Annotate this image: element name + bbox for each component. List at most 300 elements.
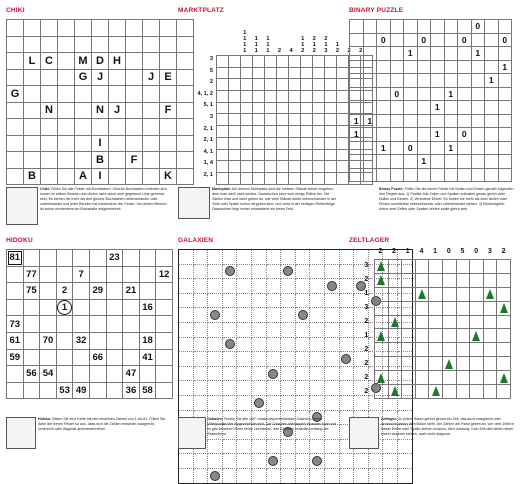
chiki-cell[interactable]	[7, 102, 24, 119]
galaxien-cell[interactable]	[295, 352, 310, 367]
zeltlager-cell[interactable]	[375, 371, 389, 385]
chiki-cell[interactable]	[126, 135, 143, 152]
galaxien-cell[interactable]	[237, 352, 252, 367]
binary-cell[interactable]: 0	[417, 33, 431, 47]
galaxien-cell[interactable]	[310, 337, 325, 352]
chiki-cell[interactable]	[58, 86, 75, 103]
chiki-cell[interactable]	[7, 152, 24, 169]
binary-cell[interactable]	[458, 141, 472, 155]
binary-cell[interactable]	[350, 101, 364, 115]
chiki-cell[interactable]	[143, 53, 160, 70]
binary-cell[interactable]	[444, 20, 458, 34]
chiki-cell[interactable]	[160, 119, 177, 136]
binary-cell[interactable]	[431, 20, 445, 34]
binary-cell[interactable]	[471, 155, 485, 169]
galaxien-cell[interactable]	[324, 454, 339, 469]
galaxien-cell[interactable]	[222, 322, 237, 337]
binary-cell[interactable]	[471, 87, 485, 101]
galaxien-cell[interactable]	[266, 352, 281, 367]
galaxien-cell[interactable]	[339, 337, 354, 352]
zeltlager-cell[interactable]	[456, 371, 470, 385]
chiki-cell[interactable]	[24, 69, 41, 86]
zeltlager-cell[interactable]	[483, 329, 497, 343]
binary-cell[interactable]	[458, 168, 472, 182]
hidoku-cell[interactable]	[40, 382, 57, 399]
galaxien-cell[interactable]	[310, 468, 325, 483]
zeltlager-cell[interactable]	[442, 260, 456, 274]
galaxien-cell[interactable]	[237, 366, 252, 381]
galaxien-cell[interactable]	[324, 322, 339, 337]
binary-cell[interactable]	[498, 47, 512, 61]
binary-cell[interactable]	[377, 168, 391, 182]
marktplatz-cell[interactable]	[289, 91, 301, 103]
hidoku-cell[interactable]: 54	[40, 366, 57, 383]
zeltlager-cell[interactable]	[456, 273, 470, 287]
chiki-cell[interactable]	[160, 36, 177, 53]
galaxien-cell[interactable]	[251, 381, 266, 396]
marktplatz-cell[interactable]	[313, 102, 325, 114]
chiki-cell[interactable]: G	[75, 69, 92, 86]
galaxien-cell[interactable]	[179, 366, 194, 381]
marktplatz-cell[interactable]	[301, 149, 313, 161]
binary-cell[interactable]	[458, 74, 472, 88]
zeltlager-cell[interactable]	[429, 260, 443, 274]
binary-cell[interactable]	[458, 20, 472, 34]
marktplatz-cell[interactable]	[301, 79, 313, 91]
galaxien-cell[interactable]	[339, 468, 354, 483]
marktplatz-cell[interactable]	[241, 79, 253, 91]
chiki-cell[interactable]	[75, 135, 92, 152]
zeltlager-cell[interactable]	[470, 357, 484, 371]
marktplatz-cell[interactable]	[289, 126, 301, 138]
chiki-cell[interactable]: G	[7, 86, 24, 103]
zeltlager-cell[interactable]	[429, 343, 443, 357]
galaxien-cell[interactable]	[222, 468, 237, 483]
marktplatz-cell[interactable]	[241, 56, 253, 68]
binary-cell[interactable]	[444, 128, 458, 142]
marktplatz-cell[interactable]	[253, 56, 265, 68]
hidoku-cell[interactable]: 56	[23, 366, 40, 383]
galaxien-cell[interactable]	[354, 454, 369, 469]
hidoku-cell[interactable]	[56, 332, 73, 349]
hidoku-cell[interactable]	[7, 283, 24, 300]
galaxien-cell[interactable]	[368, 454, 383, 469]
chiki-cell[interactable]	[58, 53, 75, 70]
zeltlager-cell[interactable]	[415, 315, 429, 329]
chiki-cell[interactable]	[160, 86, 177, 103]
binary-cell[interactable]	[431, 114, 445, 128]
marktplatz-cell[interactable]	[253, 67, 265, 79]
chiki-cell[interactable]	[41, 69, 58, 86]
binary-cell[interactable]	[363, 101, 377, 115]
marktplatz-cell[interactable]	[217, 149, 229, 161]
galaxien-cell[interactable]	[237, 279, 252, 294]
chiki-cell[interactable]	[143, 102, 160, 119]
binary-cell[interactable]	[471, 128, 485, 142]
galaxien-cell[interactable]	[179, 395, 194, 410]
galaxien-cell[interactable]	[251, 250, 266, 265]
binary-cell[interactable]	[431, 47, 445, 61]
marktplatz-cell[interactable]	[337, 149, 349, 161]
binary-cell[interactable]	[485, 155, 499, 169]
chiki-cell[interactable]	[7, 168, 24, 185]
binary-cell[interactable]	[471, 168, 485, 182]
galaxien-cell[interactable]	[295, 279, 310, 294]
zeltlager-cell[interactable]	[415, 329, 429, 343]
galaxien-cell[interactable]	[237, 264, 252, 279]
binary-cell[interactable]: 1	[444, 141, 458, 155]
binary-cell[interactable]	[417, 87, 431, 101]
binary-cell[interactable]	[377, 87, 391, 101]
galaxien-cell[interactable]	[193, 337, 208, 352]
hidoku-cell[interactable]: 81	[7, 250, 24, 267]
marktplatz-cell[interactable]	[265, 79, 277, 91]
hidoku-cell[interactable]	[89, 382, 106, 399]
marktplatz-cell[interactable]	[277, 149, 289, 161]
marktplatz-cell[interactable]	[229, 126, 241, 138]
marktplatz-cell[interactable]	[217, 91, 229, 103]
chiki-cell[interactable]: H	[109, 53, 126, 70]
marktplatz-cell[interactable]	[289, 67, 301, 79]
binary-cell[interactable]	[363, 74, 377, 88]
marktplatz-cell[interactable]	[265, 114, 277, 126]
galaxien-cell[interactable]	[251, 264, 266, 279]
hidoku-cell[interactable]: 59	[7, 349, 24, 366]
zeltlager-cell[interactable]	[388, 287, 402, 301]
galaxien-cell[interactable]	[179, 279, 194, 294]
marktplatz-cell[interactable]	[253, 149, 265, 161]
hidoku-cell[interactable]: 47	[123, 366, 140, 383]
marktplatz-cell[interactable]	[241, 172, 253, 184]
zeltlager-cell[interactable]	[470, 273, 484, 287]
zeltlager-cell[interactable]	[375, 301, 389, 315]
zeltlager-cell[interactable]	[415, 371, 429, 385]
galaxien-cell[interactable]	[193, 293, 208, 308]
galaxien-cell[interactable]	[324, 337, 339, 352]
hidoku-cell[interactable]	[73, 349, 90, 366]
marktplatz-cell[interactable]	[313, 114, 325, 126]
galaxien-cell[interactable]	[266, 293, 281, 308]
marktplatz-cell[interactable]	[217, 79, 229, 91]
galaxien-cell[interactable]	[281, 352, 296, 367]
marktplatz-cell[interactable]	[229, 91, 241, 103]
hidoku-cell[interactable]	[123, 299, 140, 316]
zeltlager-cell[interactable]	[456, 385, 470, 399]
marktplatz-cell[interactable]	[265, 137, 277, 149]
hidoku-cell[interactable]	[106, 283, 123, 300]
galaxien-cell[interactable]	[251, 322, 266, 337]
binary-cell[interactable]	[377, 155, 391, 169]
marktplatz-cell[interactable]	[253, 172, 265, 184]
chiki-cell[interactable]	[160, 135, 177, 152]
hidoku-cell[interactable]	[23, 382, 40, 399]
zeltlager-cell[interactable]	[402, 273, 416, 287]
galaxien-cell[interactable]	[193, 366, 208, 381]
marktplatz-cell[interactable]	[337, 102, 349, 114]
binary-cell[interactable]	[471, 101, 485, 115]
hidoku-cell[interactable]	[106, 382, 123, 399]
galaxien-cell[interactable]	[222, 381, 237, 396]
marktplatz-cell[interactable]	[253, 126, 265, 138]
galaxien-cell[interactable]	[295, 250, 310, 265]
galaxien-cell[interactable]	[310, 352, 325, 367]
galaxien-cell[interactable]	[251, 366, 266, 381]
hidoku-cell[interactable]	[156, 316, 173, 333]
zeltlager-cell[interactable]	[375, 357, 389, 371]
marktplatz-cell[interactable]	[229, 149, 241, 161]
galaxien-cell[interactable]	[179, 293, 194, 308]
galaxien-cell[interactable]	[281, 279, 296, 294]
galaxien-cell[interactable]	[295, 264, 310, 279]
chiki-cell[interactable]	[75, 152, 92, 169]
marktplatz-cell[interactable]	[325, 161, 337, 173]
zeltlager-cell[interactable]	[402, 329, 416, 343]
zeltlager-cell[interactable]	[497, 315, 511, 329]
binary-cell[interactable]	[485, 47, 499, 61]
chiki-cell[interactable]	[41, 36, 58, 53]
binary-cell[interactable]	[417, 141, 431, 155]
marktplatz-cell[interactable]	[301, 161, 313, 173]
zeltlager-cell[interactable]	[415, 357, 429, 371]
galaxien-cell[interactable]	[179, 264, 194, 279]
zeltlager-cell[interactable]	[402, 287, 416, 301]
zeltlager-cell[interactable]	[375, 315, 389, 329]
hidoku-cell[interactable]	[123, 250, 140, 267]
zeltlager-cell[interactable]	[456, 260, 470, 274]
binary-cell[interactable]	[390, 155, 404, 169]
hidoku-cell[interactable]	[73, 299, 90, 316]
galaxien-cell[interactable]	[179, 468, 194, 483]
zeltlager-cell[interactable]	[442, 301, 456, 315]
hidoku-cell[interactable]	[106, 349, 123, 366]
binary-cell[interactable]: 1	[417, 155, 431, 169]
chiki-cell[interactable]	[143, 86, 160, 103]
binary-cell[interactable]: 1	[471, 47, 485, 61]
galaxien-cell[interactable]	[281, 468, 296, 483]
binary-cell[interactable]	[390, 101, 404, 115]
hidoku-cell[interactable]	[73, 283, 90, 300]
zeltlager-cell[interactable]	[402, 301, 416, 315]
chiki-cell[interactable]	[7, 119, 24, 136]
binary-cell[interactable]	[471, 114, 485, 128]
chiki-cell[interactable]	[58, 168, 75, 185]
chiki-cell[interactable]	[126, 119, 143, 136]
marktplatz-cell[interactable]	[241, 161, 253, 173]
marktplatz-cell[interactable]	[253, 79, 265, 91]
marktplatz-cell[interactable]	[229, 114, 241, 126]
galaxien-cell[interactable]	[266, 337, 281, 352]
galaxien-cell[interactable]	[237, 250, 252, 265]
galaxien-cell[interactable]	[324, 250, 339, 265]
chiki-cell[interactable]	[126, 20, 143, 37]
galaxien-cell[interactable]	[266, 279, 281, 294]
hidoku-cell[interactable]	[156, 349, 173, 366]
zeltlager-cell[interactable]	[442, 385, 456, 399]
hidoku-cell[interactable]: 66	[89, 349, 106, 366]
galaxien-cell[interactable]	[324, 395, 339, 410]
marktplatz-cell[interactable]	[325, 67, 337, 79]
chiki-cell[interactable]	[41, 168, 58, 185]
binary-cell[interactable]: 0	[498, 33, 512, 47]
binary-cell[interactable]	[377, 60, 391, 74]
marktplatz-cell[interactable]	[337, 126, 349, 138]
zeltlager-cell[interactable]	[429, 315, 443, 329]
binary-cell[interactable]: 0	[377, 33, 391, 47]
zeltlager-cell[interactable]	[375, 273, 389, 287]
zeltlager-cell[interactable]	[415, 385, 429, 399]
marktplatz-cell[interactable]	[289, 172, 301, 184]
galaxien-cell[interactable]	[179, 454, 194, 469]
binary-cell[interactable]	[498, 101, 512, 115]
chiki-cell[interactable]	[109, 20, 126, 37]
binary-cell[interactable]	[363, 20, 377, 34]
hidoku-cell[interactable]	[89, 250, 106, 267]
hidoku-cell[interactable]	[123, 316, 140, 333]
binary-cell[interactable]	[417, 168, 431, 182]
hidoku-cell[interactable]	[7, 366, 24, 383]
chiki-cell[interactable]	[92, 119, 109, 136]
chiki-cell[interactable]	[41, 135, 58, 152]
galaxien-cell[interactable]	[222, 308, 237, 323]
galaxien-cell[interactable]	[281, 395, 296, 410]
galaxien-cell[interactable]	[208, 381, 223, 396]
binary-cell[interactable]	[431, 155, 445, 169]
marktplatz-cell[interactable]	[217, 172, 229, 184]
binary-cell[interactable]	[377, 20, 391, 34]
zeltlager-cell[interactable]	[483, 287, 497, 301]
chiki-cell[interactable]	[126, 53, 143, 70]
galaxien-cell[interactable]	[179, 322, 194, 337]
chiki-cell[interactable]	[24, 20, 41, 37]
galaxien-cell[interactable]	[310, 395, 325, 410]
galaxien-cell[interactable]	[266, 381, 281, 396]
chiki-cell[interactable]: J	[92, 69, 109, 86]
galaxien-cell[interactable]	[179, 308, 194, 323]
chiki-cell[interactable]	[24, 135, 41, 152]
chiki-cell[interactable]	[126, 36, 143, 53]
binary-grid[interactable]	[349, 19, 512, 182]
binary-cell[interactable]	[417, 114, 431, 128]
hidoku-cell[interactable]: 75	[23, 283, 40, 300]
marktplatz-cell[interactable]	[289, 149, 301, 161]
binary-cell[interactable]	[390, 47, 404, 61]
chiki-cell[interactable]	[92, 36, 109, 53]
binary-cell[interactable]	[431, 33, 445, 47]
zeltlager-cell[interactable]	[483, 315, 497, 329]
marktplatz-cell[interactable]	[337, 56, 349, 68]
binary-cell[interactable]	[363, 155, 377, 169]
hidoku-cell[interactable]: 18	[139, 332, 156, 349]
galaxien-cell[interactable]	[208, 264, 223, 279]
marktplatz-cell[interactable]	[301, 102, 313, 114]
chiki-cell[interactable]	[109, 86, 126, 103]
galaxien-cell[interactable]	[193, 279, 208, 294]
galaxien-cell[interactable]	[383, 468, 398, 483]
zeltlager-cell[interactable]	[402, 371, 416, 385]
zeltlager-cell[interactable]	[415, 273, 429, 287]
chiki-cell[interactable]	[41, 86, 58, 103]
chiki-cell[interactable]	[143, 20, 160, 37]
hidoku-cell[interactable]	[156, 382, 173, 399]
marktplatz-cell[interactable]	[313, 149, 325, 161]
chiki-cell[interactable]	[41, 152, 58, 169]
chiki-cell[interactable]	[109, 135, 126, 152]
zeltlager-cell[interactable]	[497, 301, 511, 315]
chiki-cell[interactable]	[58, 102, 75, 119]
hidoku-cell[interactable]: 49	[73, 382, 90, 399]
marktplatz-cell[interactable]	[313, 67, 325, 79]
binary-cell[interactable]	[444, 114, 458, 128]
galaxien-cell[interactable]	[339, 352, 354, 367]
galaxien-cell[interactable]	[295, 322, 310, 337]
zeltlager-cell[interactable]	[402, 315, 416, 329]
galaxien-cell[interactable]	[208, 366, 223, 381]
hidoku-cell[interactable]: 58	[139, 382, 156, 399]
galaxien-cell[interactable]	[295, 366, 310, 381]
galaxien-cell[interactable]	[208, 293, 223, 308]
binary-cell[interactable]	[431, 60, 445, 74]
galaxien-cell[interactable]	[179, 352, 194, 367]
chiki-cell[interactable]	[143, 135, 160, 152]
binary-cell[interactable]	[498, 168, 512, 182]
hidoku-cell[interactable]: 7	[73, 266, 90, 283]
chiki-cell[interactable]	[75, 86, 92, 103]
chiki-cell[interactable]: D	[92, 53, 109, 70]
hidoku-cell[interactable]	[156, 366, 173, 383]
galaxien-cell[interactable]	[251, 395, 266, 410]
marktplatz-cell[interactable]	[301, 56, 313, 68]
binary-cell[interactable]	[404, 128, 418, 142]
marktplatz-cell[interactable]	[265, 91, 277, 103]
hidoku-cell[interactable]	[156, 283, 173, 300]
galaxien-cell[interactable]	[266, 366, 281, 381]
zeltlager-cell[interactable]	[388, 357, 402, 371]
marktplatz-cell[interactable]	[265, 102, 277, 114]
galaxien-cell[interactable]	[324, 352, 339, 367]
binary-cell[interactable]	[471, 60, 485, 74]
zeltlager-cell[interactable]	[388, 273, 402, 287]
binary-cell[interactable]	[377, 101, 391, 115]
galaxien-cell[interactable]	[310, 322, 325, 337]
zeltlager-cell[interactable]	[497, 371, 511, 385]
binary-cell[interactable]	[485, 101, 499, 115]
hidoku-cell[interactable]	[106, 366, 123, 383]
marktplatz-cell[interactable]	[229, 56, 241, 68]
hidoku-cell[interactable]: 70	[40, 332, 57, 349]
binary-cell[interactable]	[404, 168, 418, 182]
marktplatz-cell[interactable]	[337, 67, 349, 79]
binary-cell[interactable]	[485, 114, 499, 128]
zeltlager-cell[interactable]	[497, 273, 511, 287]
binary-cell[interactable]: 0	[458, 33, 472, 47]
hidoku-cell[interactable]	[56, 266, 73, 283]
galaxien-cell[interactable]	[266, 308, 281, 323]
binary-cell[interactable]	[431, 74, 445, 88]
binary-cell[interactable]	[458, 87, 472, 101]
marktplatz-cell[interactable]	[301, 172, 313, 184]
galaxien-cell[interactable]	[179, 381, 194, 396]
galaxien-cell[interactable]	[310, 308, 325, 323]
binary-cell[interactable]	[485, 20, 499, 34]
galaxien-cell[interactable]	[208, 279, 223, 294]
marktplatz-cell[interactable]	[217, 114, 229, 126]
hidoku-cell[interactable]	[139, 266, 156, 283]
zeltlager-cell[interactable]	[388, 260, 402, 274]
chiki-cell[interactable]	[58, 69, 75, 86]
zeltlager-cell[interactable]	[497, 385, 511, 399]
zeltlager-cell[interactable]	[483, 357, 497, 371]
binary-cell[interactable]: 1	[431, 101, 445, 115]
